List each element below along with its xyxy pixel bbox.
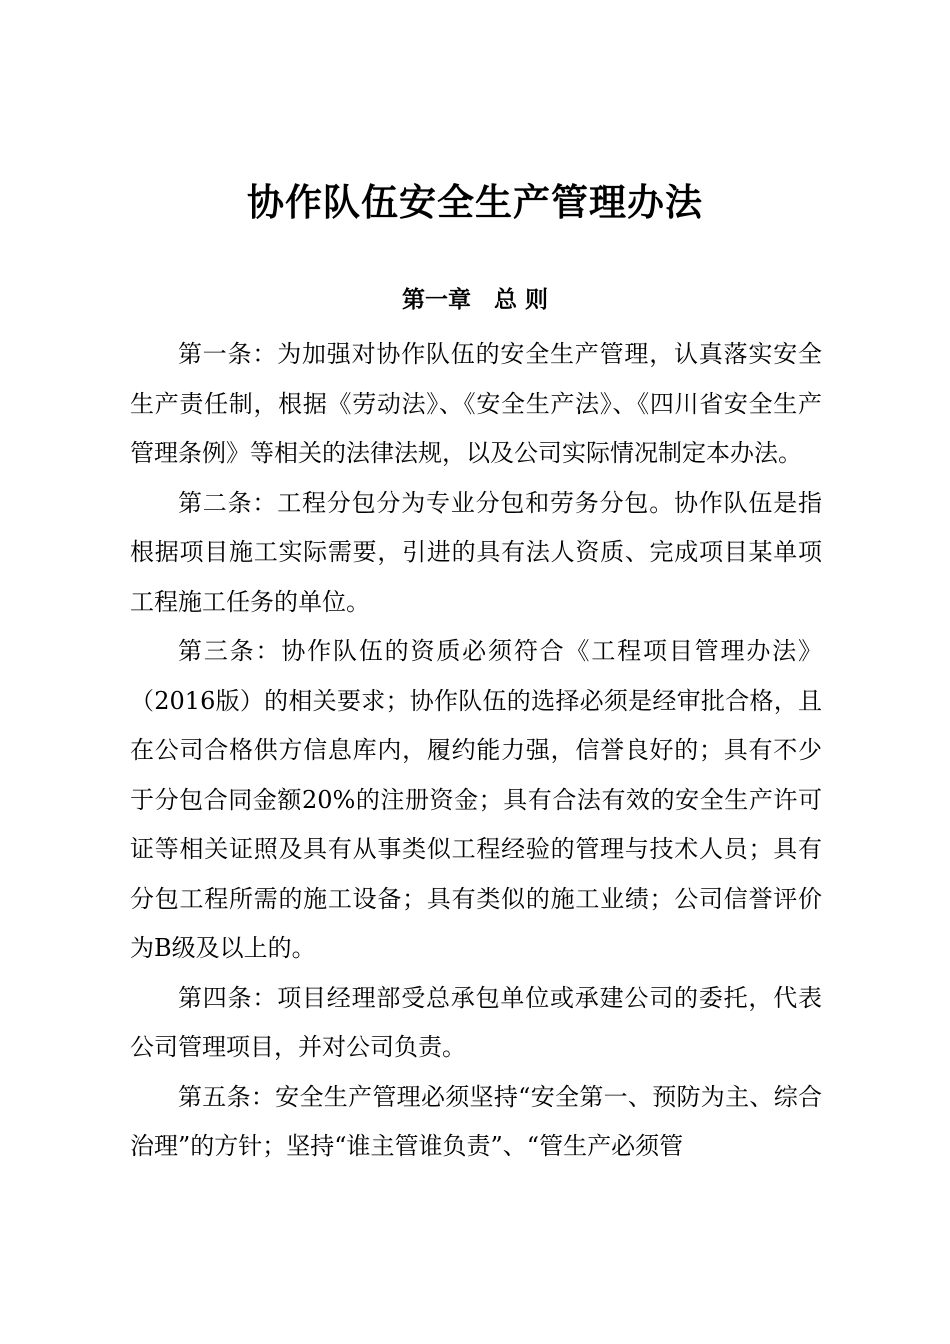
article-1: 第一条：为加强对协作队伍的安全生产管理，认真落实安全生产责任制，根据《劳动法》、《安全生产法》、《四川省安全生产管理条例》等相关的法律法规，以及公司实际情况制定本办法。 <box>130 340 822 467</box>
article-2: 第二条：工程分包分为专业分包和劳务分包。协作队伍是指根据项目施工实际需要，引进的具有法人资质、完成项目某单项工程施工任务的单位。 <box>130 488 822 616</box>
article-5: 第五条：安全生产管理必须坚持“安全第一、预防为主、综合治理”的方针；坚持“谁主管谁负责”、“管生产必须管 <box>130 1082 822 1160</box>
article-4: 第四条：项目经理部受总承包单位或承建公司的委托，代表公司管理项目，并对公司负责。 <box>130 983 822 1061</box>
article-3: 第三条：协作队伍的资质必须符合《工程项目管理办法》（2016版）的相关要求；协作队伍的选择必须是经审批合格，且在公司合格供方信息库内，履约能力强，信誉良好的；具有不少于分包合同金额20%的注册资金；具有合法有效的安全生产许可证等相关证照及具有从事类似工程经验的管理与技术人员；具有分包工程所需的施工设备；具有类似的施工业绩；公司信誉评价为B级及以上的。 <box>130 637 822 962</box>
chapter-heading: 第一章 总 则 <box>401 286 548 313</box>
document-title: 协作队伍安全生产管理办法 <box>247 180 703 224</box>
document-body <box>130 330 822 1172</box>
